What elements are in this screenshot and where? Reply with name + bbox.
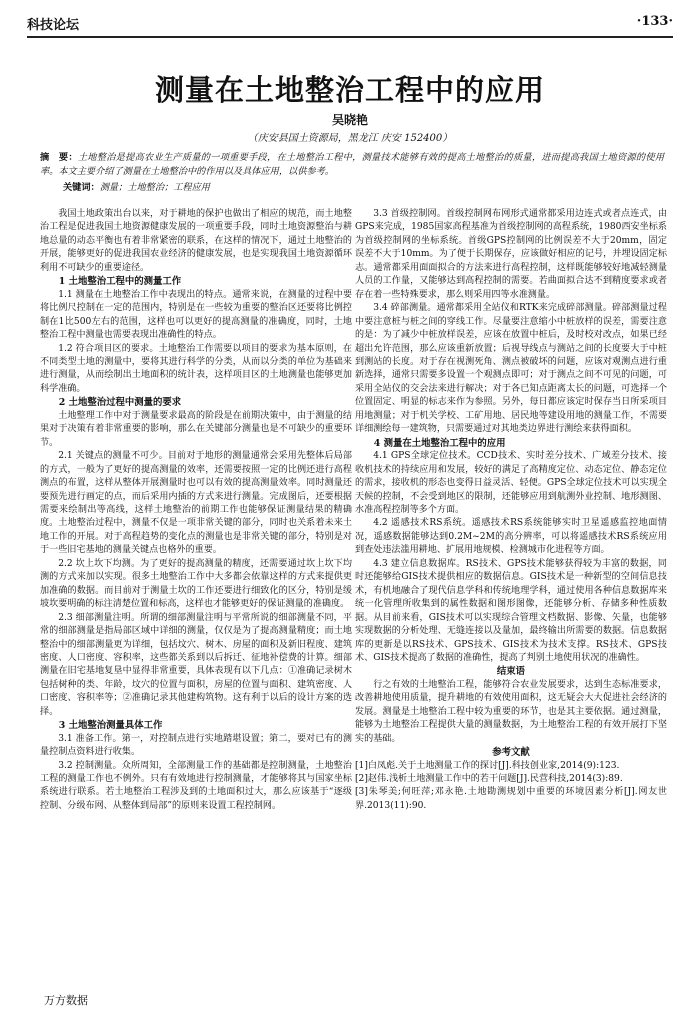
section-heading: 3 土地整治测量具体工作 (58, 720, 163, 732)
article-title: 测量在土地整治工程中的应用 (154, 73, 545, 107)
paragraph: 土地整理工作中对于测量要求最高的阶段是在前期决策中，由于测量的结果对于决策有着非常重要的影响，那么在关键部分测量也是不可缺少的重要环节。 (40, 410, 352, 448)
keywords-label: 关键词： (63, 182, 100, 193)
right-column (355, 208, 667, 813)
paragraph: 3.1 准备工作。第一，对控制点进行实地踏堪设置；第二，要对已有的测量控制点资料进行收集。 (40, 733, 352, 758)
section-label: 科技论坛 (27, 18, 80, 33)
section-heading: 1 土地整治工程中的测量工作 (58, 276, 182, 288)
paragraph: 2.1 关键点的测量不可少。目前对于地形的测量通常会采用先整体后局部的方式，一般为了更好的提高测量的效率，还需要按照一定的比例还进行高程测点的布置，这样从整体开展测量时也可以有效的提高测量效率。同时测量还要预先进行画定的点，而后采用内插的方式来进行测量。完成图后，还要根据需要来绘制出等高线，这样土地整治的前期工作也能够保证测量结果的精确度。土地整治过程中，测量不仅是一项非常关键的部分，同时也关系着未来土地工作的开展。对于高程趋势的变化点的测量也是非常关键的部分，特别是对于一些旧宅基地的测量关键点也格外的重要。 (40, 451, 352, 556)
paragraph: 4.1 GPS全球定位技术。CCD技术、实时差分技术、广域差分技术、接收机技术的持续应用和发展，较好的满足了高精度定位、动态定位、静态定位的需求，接收机的形态也变得日益灵活、轻便。GPS全球定位技术可以实现全天候的控制，不会受到地区的限制，还能够应用到航测外业控制、地形测图、水准高程控制等多个方面。 (355, 451, 667, 515)
footer-source: 万方数据 (44, 994, 88, 1007)
section-heading: 结束语 (496, 666, 526, 678)
paragraph: 我国土地政策出台以来，对于耕地的保护也做出了相应的规范，而土地整治工程是促进我国土地资源健康发展的一项重要手段，同时土地资源整治与耕地总量的动态平衡也有着非常紧密的联系，在这样的情况下，通过土地整治的开展，能够更好的促进我国农业经济的健康发展，也是实现我国土地资源循环利用不可缺少的重要途径。 (40, 209, 352, 273)
keywords (63, 181, 210, 194)
author: 吴晓艳 (331, 113, 368, 127)
paragraph: 2.3 细部测量注明。所谓的细部测量注明与平常所说的细部测量不同，平常的细部测量是指局部区域中详细的测量，仅仅是为了提高测量精度；而土地整治中的细部测量更为详细，包括坟穴、树木、房屋的面积及新旧程度、建筑密度、人口密度、容积率，这些都关系到以后拆迁、征地补偿费的计算。细部测量在旧宅基地复垦中显得非常重要，具体表现有以下几点：①准确记录树木包括树种的类、年龄，坟穴的位置与面积，房屋的位置与面积、建筑密度、人口密度、容积率等；②准确记录其他建构筑物。这有利于以后的设计方案的选择。 (40, 612, 352, 717)
keywords-text: 测量；土地整治；工程应用 (99, 182, 210, 193)
page-number: ·133· (636, 14, 673, 29)
paragraph: 1.2 符合项目区的要求。土地整治工作需要以项目的要求为基本原则，在不同类型土地的测量中，要将其进行科学的分类，从而以分类的单位为基础来进行测量，从而绘制出土地面积的统计表，这样项目区的土地测量也能够更加科学准确。 (40, 343, 352, 394)
section-heading: 2 土地整治过程中测量的要求 (58, 397, 182, 409)
paragraph: 1.1 测量在土地整治工作中表现出的特点。通常来说，在测量的过程中要将比例尺控制在一定的范围内，特别是在一些较为重要的整治区还要将比例控制在1比500左右的范围，这样也可以更好的提高测量的准确度，同时，土地整治工程中测量也需要表现出准确性的特点。 (40, 289, 352, 341)
paragraph: 4.2 遥感技术RS系统。遥感技术RS系统能够实时卫星遥感监控地面情况，遥感数据能够达到0.2M~2M的高分辨率，可以将遥感技术RS系统应用到查处违法滥用耕地、扩展用地规模、检测城市化进程等方面。 (355, 518, 667, 556)
paragraph: 2.2 坎上坎下均测。为了更好的提高测量的精度，还需要通过坎上坎下均测的方式来加以实现。很多土地整治工作中大多都会依靠这样的方式来提供更加准确的数据。而目前对于测量土坎的工作还要进行细致化的区分，特别是缓坡坎要明确的标注清楚位置和标高，这样也才能够更好的保证测量的准确度。 (40, 558, 352, 610)
paragraph: 4.3 建立信息数据库。RS技术、GPS技术能够获得较为丰富的数据，同时还能够给GIS技术提供相应的数据信息。GIS技术是一种新型的空间信息技术，有机地融合了现代信息学科和传统地理学科，通过使用各种信息数据库来统一化管理所收集到的属性数据和图形图像，还能够分析、存储多种性质数据。从目前来看，GIS技术可以实现综合管理文档数据、影像、矢量，也能够实现数据的分析处理、无缝连接以及量加，最终输出所需要的数据。信息数据库的更新是以RS技术、GPS技术、GIS技术为技术支撑。RS技术、GPS技术、GIS技术提高了数据的准确性，提高了判别土地使用状况的准确性。 (355, 558, 667, 663)
section-heading: 4 测量在土地整治工程中的应用 (373, 437, 506, 449)
section-heading: 参考文献 (492, 747, 530, 759)
abstract-label: 摘 要： (40, 152, 78, 163)
reference-item: [2]赵伟.浅析土地测量工作中的若干问题[J].民营科技,2014(3):89. (355, 774, 623, 785)
abstract-text: 土地整治是提高农业生产质量的一项重要手段，在土地整治工程中，测量技术能够有效的提高土地整治的质量，进而提高我国土地资源的使用率。本文主要介绍了测量在土地整治中的作用以及具体应用，以供参考。 (40, 152, 665, 177)
paragraph: 行之有效的土地整治工程，能够符合农业发展要求，达到生态标准要求，改善耕地使用质量，提升耕地的有效使用面积，这无疑会大大促进社会经济的发展。测量是土地整治工程中较为重要的环节，也是其主要依据。通过测量，能够为土地整治工程提供大量的测量数据，为土地整治工程的有效开展打下坚实的基础。 (355, 679, 667, 744)
reference-item: [1]白凤彪.关于土地测量工作的探讨[J].科技创业家,2014(9):123. (355, 760, 620, 771)
reference-item: [3]朱琴美;何旺萍;邓永艳.土地勘测规划中重要的环境因素分析[J].网友世界.2013(11):90. (355, 787, 667, 811)
abstract (40, 151, 664, 178)
affiliation: （庆安县国土资源局，黑龙江 庆安 152400） (247, 133, 453, 144)
running-header (27, 10, 673, 38)
paragraph: 3.3 首级控制网。首级控制网布网形式通常都采用边连式或者点连式，由GPS来完成，1985国家高程基准为首级控制网的高程系统，1980西安坐标系为首级控制网的坐标系统。首级GPS控制网的比例误差不大于20mm，固定误差不大于10mm。为了便于长期保存，应该做好相应的记号，并埋设固定标志。通常都采用面面拟合的方法来进行高程控制，这样既能够较好地减轻测量人员的工作量，又能够达到高程控制的需要。若曲面拟合达不到精度要求或者存在着一些特殊要求，那么则采用四等水准测量。 (355, 209, 667, 300)
left-column (40, 208, 352, 813)
paragraph: 3.2 控制测量。众所周知，全部测量工作的基础都是控制测量，土地整治工程的测量工作也不例外。只有有效地进行控制测量，才能够将其与国家坐标系统进行联系。若土地整治工程涉及到的土地面积过大，那么应该基于“逐级控制、分级布网、从整体到局部”的原则来设置工程控制网。 (40, 760, 352, 811)
paragraph: 3.4 碎部测量。通常都采用全站仪和RTK来完成碎部测量。碎部测量过程中要注意桩与桩之间的穿线工作。尽量要注意缩小中桩放样的误差，需要注意的是：为了减少中桩放样误差，应该在放置中桩后，及时校对改点，如果已经超出允许范围，那么应该重新放置；后视导线点与测站之间的长度要大于中桩到测站的长度。对于存在视测死角、测点被破坏的问题，应该对观测点进行重新选择，通常只需要多设置一个观测点即可；对于测点之间不可见的问题，可采用全站仪的交会法来进行解决；对于各已知点距离太长的问题，可选择一个位置固定、明显的标志来作为参照。另外，每日都应该定时保存当日所采项目用地测量；对于机关学校、工矿用地、居民地等建设用地的测量工作，不需要详细测绘每一建筑物，只需要通过对其地类边界进行测绘来获得面积。 (355, 303, 667, 435)
